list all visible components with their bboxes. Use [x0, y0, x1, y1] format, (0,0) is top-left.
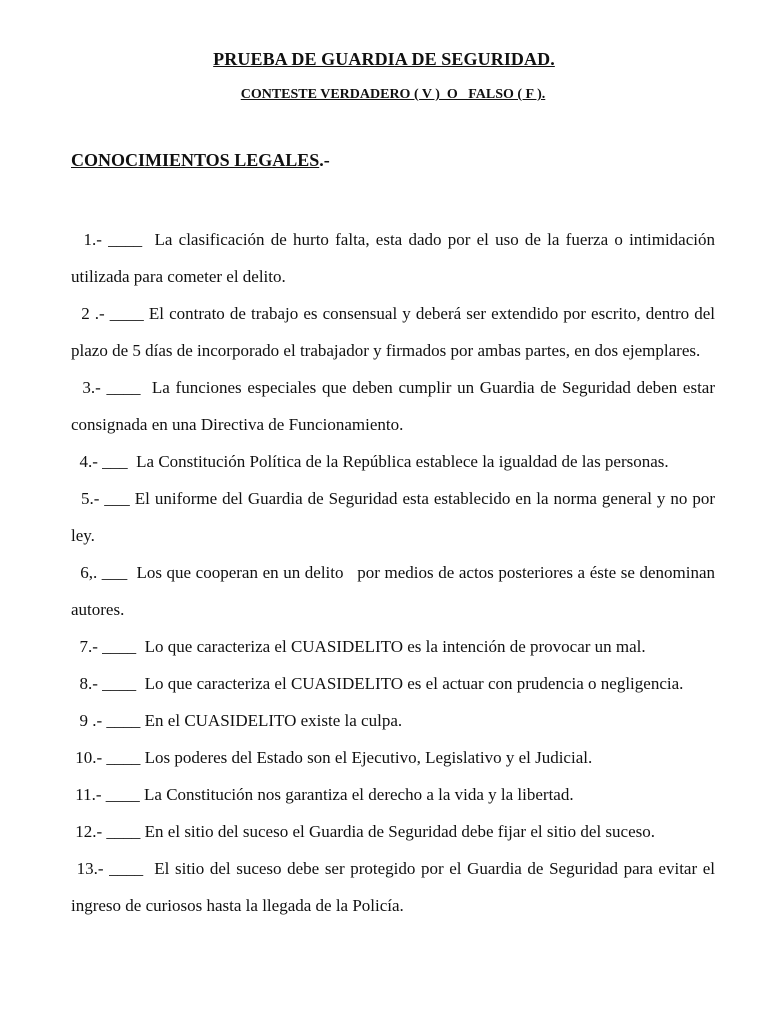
- question-item: 6,. ___ Los que cooperan en un delito por medios de actos posteriores a éste se denominan autores.: [71, 563, 720, 619]
- section-heading: [71, 150, 330, 171]
- document-instructions: CONTESTE VERDADERO ( V ) O FALSO ( F ).: [240, 87, 546, 102]
- question-item: 4.- ___ La Constitución Política de la República establece la igualdad de las personas.: [71, 452, 669, 471]
- question-item: 10.- ____ Los poderes del Estado son el Ejecutivo, Legislativo y el Judicial.: [71, 748, 593, 767]
- question-item: 9 .- ____ En el CUASIDELITO existe la culpa.: [71, 711, 403, 730]
- question-item: 7.- ____ Lo que caracteriza el CUASIDELITO es la intención de provocar un mal.: [71, 637, 646, 656]
- question-item: 12.- ____ En el sitio del suceso el Guardia de Seguridad debe fijar el sitio del suceso.: [71, 822, 655, 841]
- section-heading-suffix: .-: [319, 150, 330, 170]
- question-item: 11.- ____ La Constitución nos garantiza el derecho a la vida y la libertad.: [71, 785, 574, 804]
- question-item: 13.- ____ El sitio del suceso debe ser protegido por el Guardia de Seguridad para evitar el ingreso de curiosos hasta la llegada de la Policía.: [71, 859, 720, 915]
- section-heading-text: CONOCIMIENTOS LEGALES: [71, 150, 320, 170]
- question-item: 5.- ___ El uniforme del Guardia de Seguridad esta establecido en la norma general y no por ley.: [71, 489, 720, 545]
- document-title: PRUEBA DE GUARDIA DE SEGURIDAD.: [213, 49, 555, 69]
- question-item: 2 .- ____ El contrato de trabajo es consensual y deberá ser extendido por escrito, dentro del plazo de 5 días de incorporado el trabajador y firmados por ambas partes, en dos ejemplares.: [71, 304, 720, 360]
- question-item: 8.- ____ Lo que caracteriza el CUASIDELITO es el actuar con prudencia o negligencia.: [71, 674, 684, 693]
- question-item: 3.- ____ La funciones especiales que deben cumplir un Guardia de Seguridad deben estar consignada en una Directiva de Funcionamiento.: [71, 378, 720, 434]
- question-list: [71, 221, 720, 924]
- question-item: 1.- ____ La clasificación de hurto falta, esta dado por el uso de la fuerza o intimidación utilizada para cometer el delito.: [71, 230, 720, 286]
